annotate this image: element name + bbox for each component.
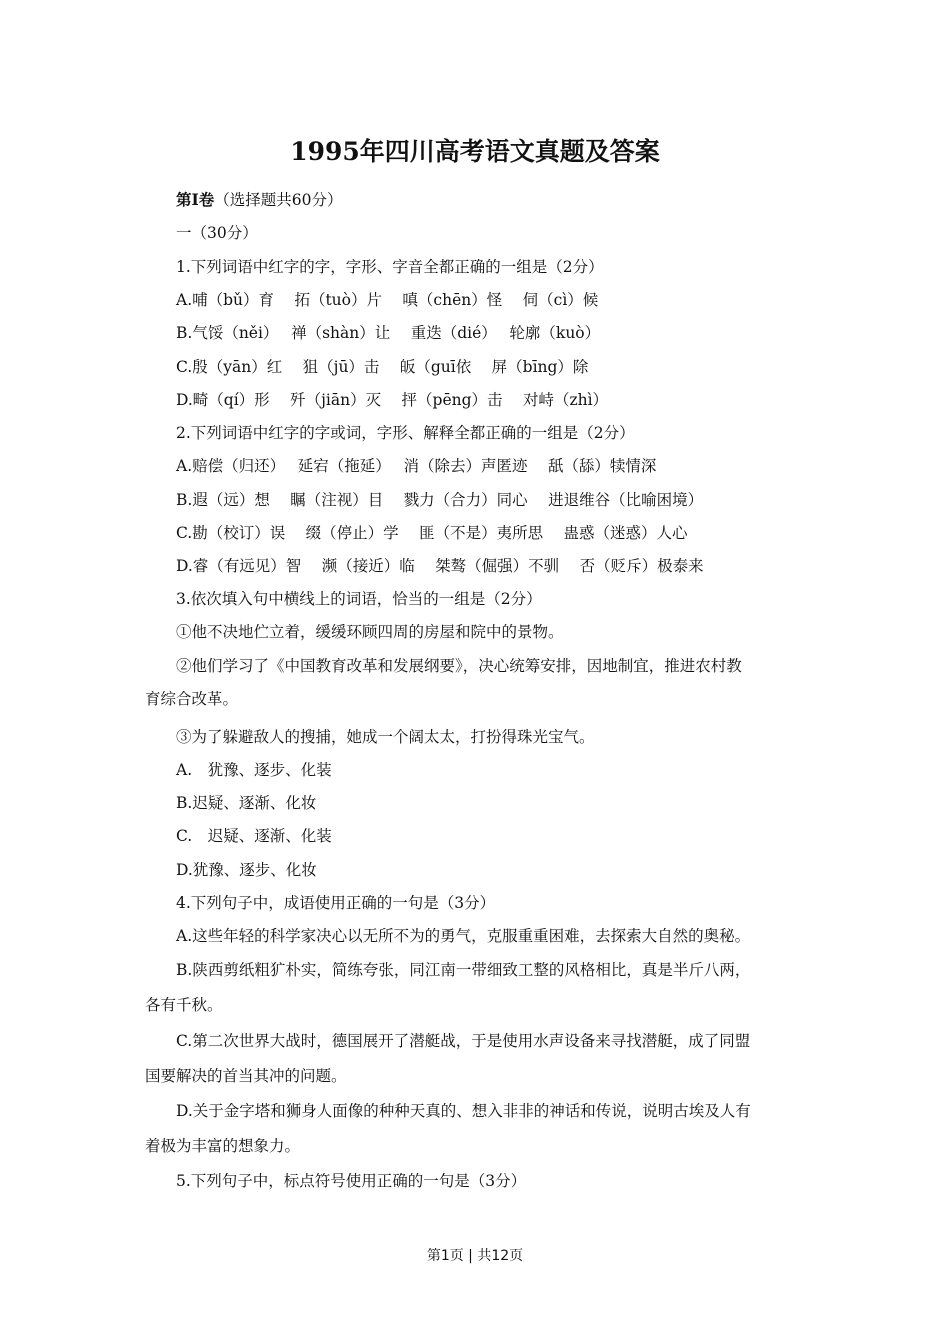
- q1-stem: 1.下列词语中红字的字，字形、字音全都正确的一组是（2分）: [176, 258, 604, 276]
- q4-option-d: D.关于金字塔和狮身人面像的种种天真的、想入非非的神话和传说，说明古埃及人有: [176, 1102, 751, 1120]
- q2-option-c: C.勘（校订）误 缀（停止）学 匪（不是）夷所思 蛊惑（迷惑）人心: [176, 524, 688, 542]
- q1-option-a: A.哺（bǔ）育 拓（tuò）片 嗔（chēn）怪 伺（cì）候: [176, 291, 599, 309]
- q2-stem: 2.下列词语中红字的字或词，字形、解释全都正确的一组是（2分）: [176, 424, 635, 442]
- q4-option-b-cont: 各有千秋。: [145, 996, 223, 1014]
- section-label: 第Ⅰ卷: [176, 190, 215, 209]
- document-title: 1995年四川高考语文真题及答案: [290, 137, 660, 166]
- part-one-heading: 一（30分）: [176, 224, 258, 242]
- q3-option-a: A. 犹豫、逐步、化装: [176, 761, 332, 779]
- q5-stem: 5.下列句子中，标点符号使用正确的一句是（3分）: [176, 1172, 527, 1190]
- section-heading: [176, 190, 343, 210]
- q4-stem: 4.下列句子中，成语使用正确的一句是（3分）: [176, 894, 496, 912]
- q3-option-c: C. 迟疑、逐渐、化装: [176, 827, 332, 845]
- q1-option-b: B.气馁（něi） 禅（shàn）让 重迭（dié） 轮廓（kuò）: [176, 324, 601, 342]
- q3-stem: 3.依次填入句中横线上的词语，恰当的一组是（2分）: [176, 590, 542, 608]
- q1-option-d: D.畸（qí）形 歼（jiān）灭 抨（pēng）击 对峙（zhì）: [176, 391, 609, 409]
- q4-option-a: A.这些年轻的科学家决心以无所不为的勇气，克服重重困难，去探索大自然的奥秘。: [176, 927, 751, 945]
- q4-option-c-cont: 国要解决的首当其冲的问题。: [145, 1067, 347, 1085]
- q3-sentence-2-cont: 育综合改革。: [145, 690, 239, 708]
- q2-option-d: D.睿（有远见）智 濒（接近）临 桀骜（倔强）不驯 否（贬斥）极泰来: [176, 557, 704, 575]
- q2-option-b: B.遐（远）想 瞩（注视）目 戮力（合力）同心 进退维谷（比喻困境）: [176, 491, 704, 509]
- q1-option-c: C.殷（yān）红 狙（jū）击 皈（guī依 屏（bīng）除: [176, 358, 589, 376]
- q4-option-b: B.陕西剪纸粗犷朴实，简练夸张，同江南一带细致工整的风格相比，真是半斤八两，: [176, 961, 751, 979]
- q3-sentence-3: ③为了躲避敌人的搜捕，她成一个阔太太，打扮得珠光宝气。: [176, 728, 595, 746]
- q2-option-a: A.赔偿（归还） 延宕（拖延） 消（除去）声匿迹 舐（舔）犊情深: [176, 457, 657, 475]
- q3-option-d: D.犹豫、逐步、化妆: [176, 861, 317, 879]
- section-note: （选择题共60分）: [214, 191, 343, 209]
- q4-option-d-cont: 着极为丰富的想象力。: [145, 1137, 301, 1155]
- q4-option-c: C.第二次世界大战时，德国展开了潜艇战，于是使用水声设备来寻找潜艇，成了同盟: [176, 1032, 751, 1050]
- q3-option-b: B.迟疑、逐渐、化妆: [176, 794, 317, 812]
- page-footer: 第1页 | 共12页: [426, 1248, 524, 1264]
- q3-sentence-2: ②他们学习了《中国教育改革和发展纲要》，决心统筹安排，因地制宜，推进农村教: [176, 657, 742, 675]
- q3-sentence-1: ①他不决地伫立着，缓缓环顾四周的房屋和院中的景物。: [176, 623, 564, 641]
